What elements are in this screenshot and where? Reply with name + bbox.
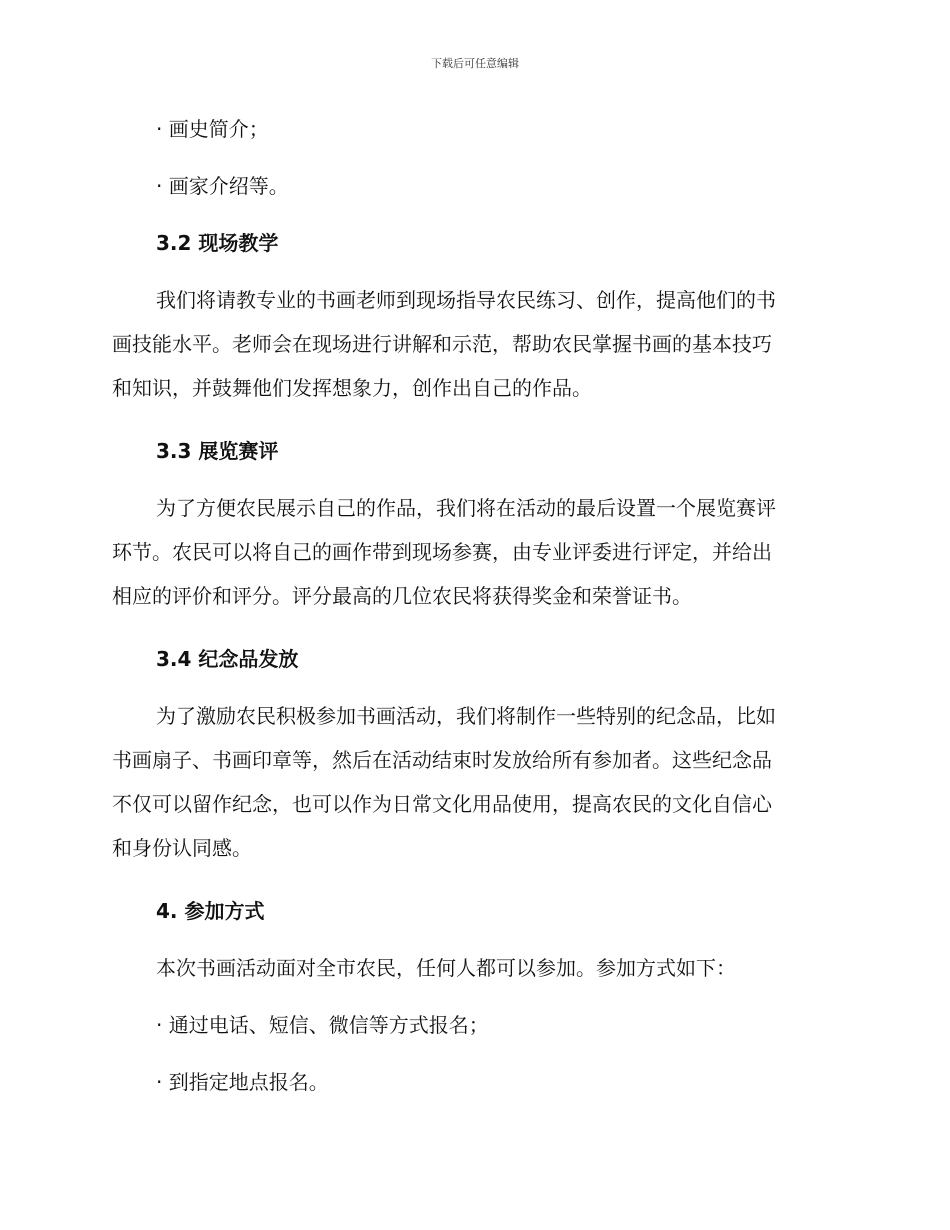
bullet-register-phone: · 通过电话、短信、微信等方式报名；	[156, 1013, 489, 1037]
paragraph-line: 为了方便农民展示自己的作品，我们将在活动的最后设置一个展览赛评	[156, 496, 776, 520]
paragraph-3-4	[112, 694, 832, 870]
bullet-painters: · 画家介绍等。	[156, 174, 289, 198]
paragraph-line: 我们将请教专业的书画老师到现场指导农民练习、创作，提高他们的书	[156, 288, 776, 312]
heading-3-2: 3.2 现场教学	[156, 231, 279, 255]
paragraph-line: 和身份认同感。	[112, 836, 252, 860]
paragraph-line: 不仅可以留作纪念，也可以作为日常文化用品使用，提高农民的文化自信心	[112, 792, 772, 816]
paragraph-line: 为了激励农民积极参加书画活动，我们将制作一些特别的纪念品，比如	[156, 704, 776, 728]
document-body	[112, 113, 832, 1123]
page-header: 下载后可任意编辑	[431, 57, 519, 70]
paragraph-4: 本次书画活动面对全市农民，任何人都可以参加。参加方式如下：	[156, 956, 736, 980]
heading-3-3: 3.3 展览赛评	[156, 439, 279, 463]
paragraph-3-3	[112, 486, 832, 618]
heading-3-4: 3.4 纪念品发放	[156, 647, 299, 671]
paragraph-3-2	[112, 278, 832, 410]
heading-4: 4. 参加方式	[156, 899, 265, 923]
paragraph-line: 画技能水平。老师会在现场进行讲解和示范，帮助农民掌握书画的基本技巧	[112, 332, 772, 356]
paragraph-line: 环节。农民可以将自己的画作带到现场参赛，由专业评委进行评定，并给出	[112, 540, 772, 564]
bullet-register-onsite: · 到指定地点报名。	[156, 1070, 329, 1094]
paragraph-line: 书画扇子、书画印章等，然后在活动结束时发放给所有参加者。这些纪念品	[112, 748, 772, 772]
paragraph-line: 相应的评价和评分。评分最高的几位农民将获得奖金和荣誉证书。	[112, 584, 692, 608]
paragraph-line: 和知识，并鼓舞他们发挥想象力，创作出自己的作品。	[112, 376, 592, 400]
bullet-history: · 画史简介；	[156, 117, 269, 141]
